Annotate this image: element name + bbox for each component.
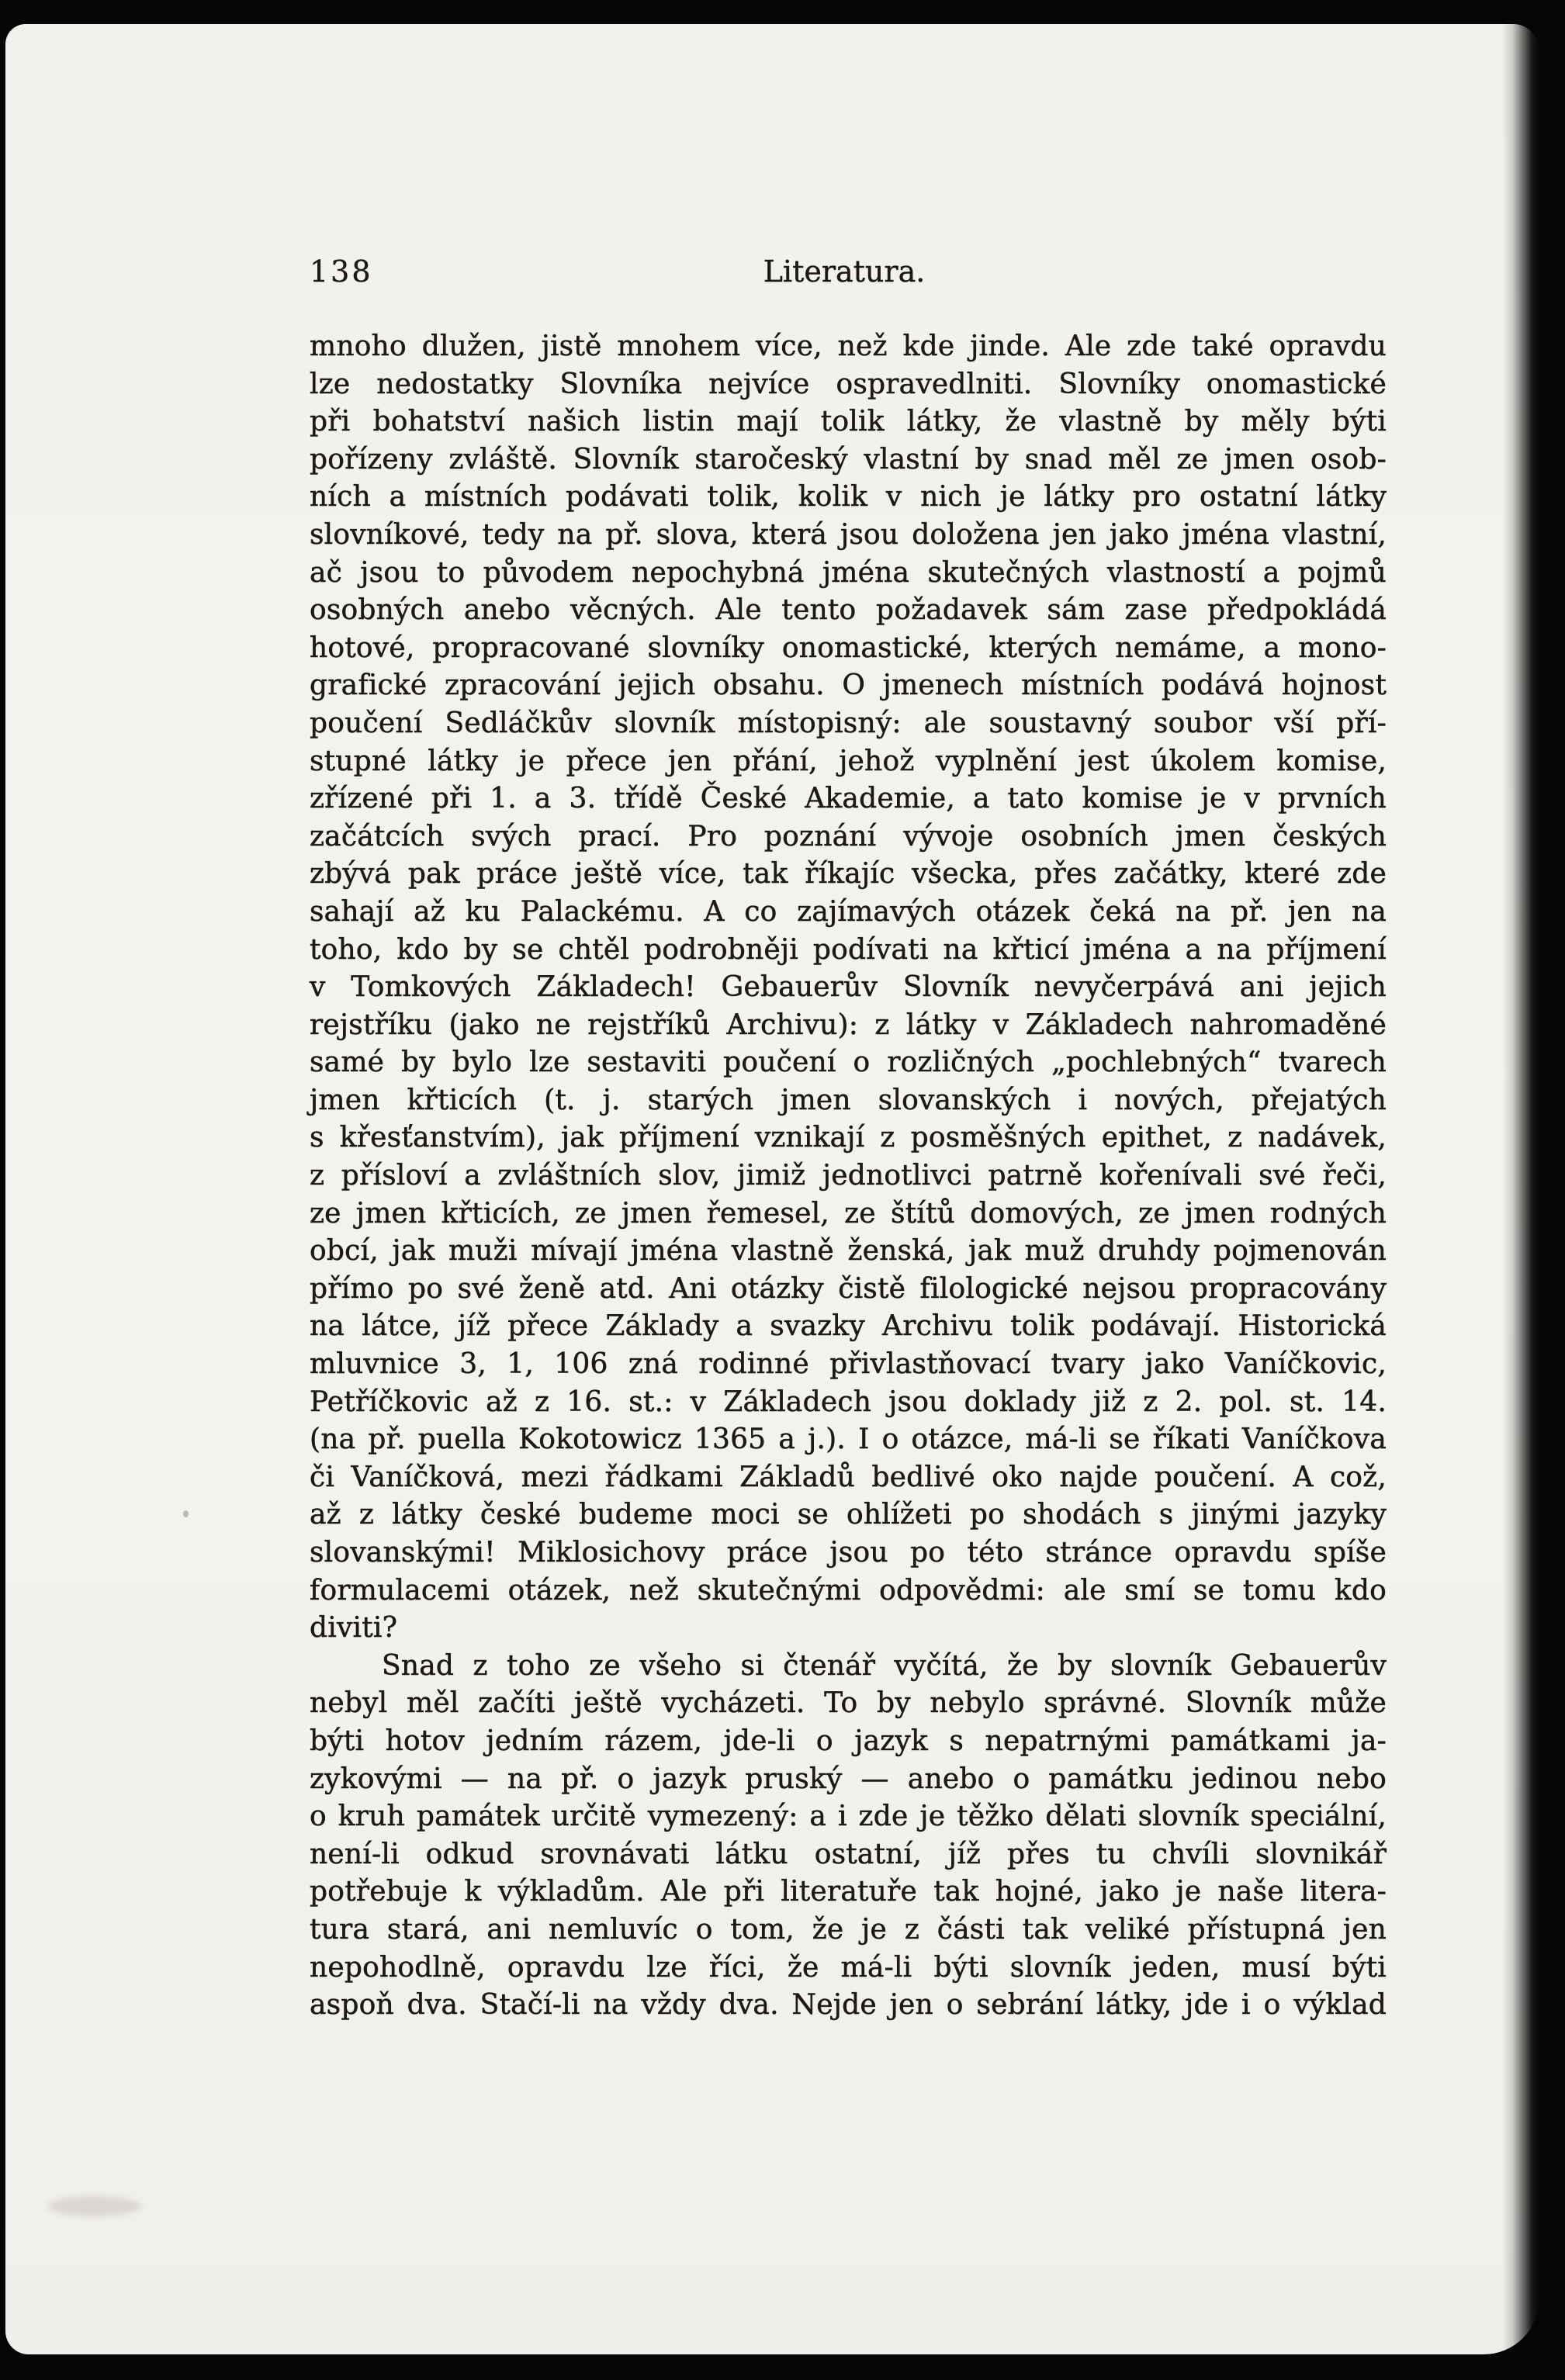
text-line: diviti? xyxy=(310,1612,398,1645)
scan-speck xyxy=(183,1510,189,1517)
text-line: stupné látky je přece jen přání, jehož vyplnění jest úkolem komise, xyxy=(310,745,1387,777)
text-line: není-li odkud srovnávati látku ostatní, jíž přes tu chvíli slovnikář xyxy=(310,1838,1387,1870)
text-line: osobných anebo věcných. Ale tento požadavek sám zase předpokládá xyxy=(310,594,1387,627)
text-line: býti hotov jedním rázem, jde-li o jazyk s nepatrnými památkami ja- xyxy=(310,1724,1387,1757)
text-line: samé by bylo lze sestaviti poučení o rozličných „pochlebných“ tvarech xyxy=(310,1046,1387,1079)
text-line: Snad z toho ze všeho si čtenář vyčítá, že by slovník Gebauerův xyxy=(382,1649,1387,1682)
text-block xyxy=(310,328,1387,2025)
text-line: při bohatství našich listin mají tolik látky, že vlastně by měly býti xyxy=(310,406,1387,438)
page-edge-shadow xyxy=(1502,24,1539,2354)
text-line: s křesťanstvím), jak příjmení vznikají z posměšných epithet, z nadávek, xyxy=(310,1122,1387,1154)
text-line: mluvnice 3, 1, 106 zná rodinné přivlastňovací tvary jako Vaníčkovic, xyxy=(310,1348,1387,1381)
text-line: slovníkové, tedy na př. slova, která jsou doložena jen jako jména vlastní, xyxy=(310,518,1387,551)
text-line: hotové, propracované slovníky onomastické, kterých nemáme, a mono- xyxy=(310,631,1387,664)
text-line: obcí, jak muži mívají jména vlastně ženská, jak muž druhdy pojmenován xyxy=(310,1235,1387,1268)
text-line: rejstříku (jako ne rejstříků Archivu): z látky v Základech nahromaděné xyxy=(310,1008,1387,1041)
text-line: začátcích svých prací. Pro poznání vývoje osobních jmen českých xyxy=(310,820,1387,853)
text-line: jmen křticích (t. j. starých jmen slovanských i nových, přejatých xyxy=(310,1084,1387,1116)
text-line: až z látky české budeme moci se ohlížeti po shodách s jinými jazyky xyxy=(310,1499,1387,1531)
text-line: pořízeny zvláště. Slovník staročeský vlastní by snad měl ze jmen osob- xyxy=(310,443,1387,476)
paragraph xyxy=(310,328,1387,1648)
text-line: potřebuje k výkladům. Ale při literatuře tak hojné, jako je naše litera- xyxy=(310,1876,1387,1908)
text-line: formulacemi otázek, než skutečnými odpovědmi: ale smí se tomu kdo xyxy=(310,1574,1387,1607)
text-line: aspoň dva. Stačí-li na vždy dva. Nejde jen o sebrání látky, jde i o výklad xyxy=(310,1989,1387,2022)
text-line: či Vaníčková, mezi řádkami Základů bedlivé oko najde poučení. A což, xyxy=(310,1461,1387,1493)
text-line: grafické zpracování jejich obsahu. O jmenech místních podává hojnost xyxy=(310,669,1387,702)
page-number: 138 xyxy=(310,254,373,289)
text-line: slovanskými! Miklosichovy práce jsou po této stránce opravdu spíše xyxy=(310,1537,1387,1569)
scan-smudge xyxy=(48,2196,141,2216)
text-line: přímo po své ženě atd. Ani otázky čistě filologické nejsou propracovány xyxy=(310,1272,1387,1305)
text-line: lze nedostatky Slovníka nejvíce ospravedlniti. Slovníky onomastické xyxy=(310,368,1387,400)
text-line: poučení Sedláčkův slovník místopisný: ale soustavný soubor vší pří- xyxy=(310,707,1387,739)
running-header: Literatura. xyxy=(763,254,926,289)
text-line: mnoho dlužen, jistě mnohem více, než kde jinde. Ale zde také opravdu xyxy=(310,330,1387,362)
text-line: nepohodlně, opravdu lze říci, že má-li býti slovník jeden, musí býti xyxy=(310,1951,1387,1984)
text-line: zbývá pak práce ještě více, tak říkajíc všecka, přes začátky, které zde xyxy=(310,858,1387,891)
text-line: (na př. puella Kokotowicz 1365 a j.). I o otázce, má-li se říkati Vaníčkova xyxy=(310,1424,1387,1456)
text-line: o kruh památek určitě vymezený: a i zde je těžko dělati slovník speciální, xyxy=(310,1801,1387,1833)
text-line: ze jmen křticích, ze jmen řemesel, ze štítů domových, ze jmen rodných xyxy=(310,1197,1387,1230)
text-line: ních a místních podávati tolik, kolik v nich je látky pro ostatní látky xyxy=(310,481,1387,514)
text-line: ač jsou to původem nepochybná jména skutečných vlastností a pojmů xyxy=(310,556,1387,589)
text-line: v Tomkových Základech! Gebauerův Slovník nevyčerpává ani jejich xyxy=(310,971,1387,1004)
text-line: toho, kdo by se chtěl podrobněji podívati na křticí jména a na příjmení xyxy=(310,933,1387,966)
text-line: tura stará, ani nemluvíc o tom, že je z části tak veliké přístupná jen xyxy=(310,1913,1387,1946)
text-line: nebyl měl začíti ještě vycházeti. To by nebylo správné. Slovník může xyxy=(310,1687,1387,1720)
paragraph xyxy=(310,1648,1387,2025)
text-line: z přísloví a zvláštních slov, jimiž jednotlivci patrně kořenívali své řeči, xyxy=(310,1160,1387,1192)
text-line: na látce, jíž přece Základy a svazky Archivu tolik podávají. Historická xyxy=(310,1310,1387,1343)
text-line: sahají až ku Palackému. A co zajímavých otázek čeká na př. jen na xyxy=(310,895,1387,928)
text-line: Petříčkovic až z 16. st.: v Základech jsou doklady již z 2. pol. st. 14. xyxy=(310,1385,1387,1418)
book-page xyxy=(5,24,1539,2354)
text-line: zřízené při 1. a 3. třídě České Akademie, a tato komise je v prvních xyxy=(310,783,1387,815)
text-line: zykovými — na př. o jazyk pruský — anebo o památku jedinou nebo xyxy=(310,1763,1387,1795)
